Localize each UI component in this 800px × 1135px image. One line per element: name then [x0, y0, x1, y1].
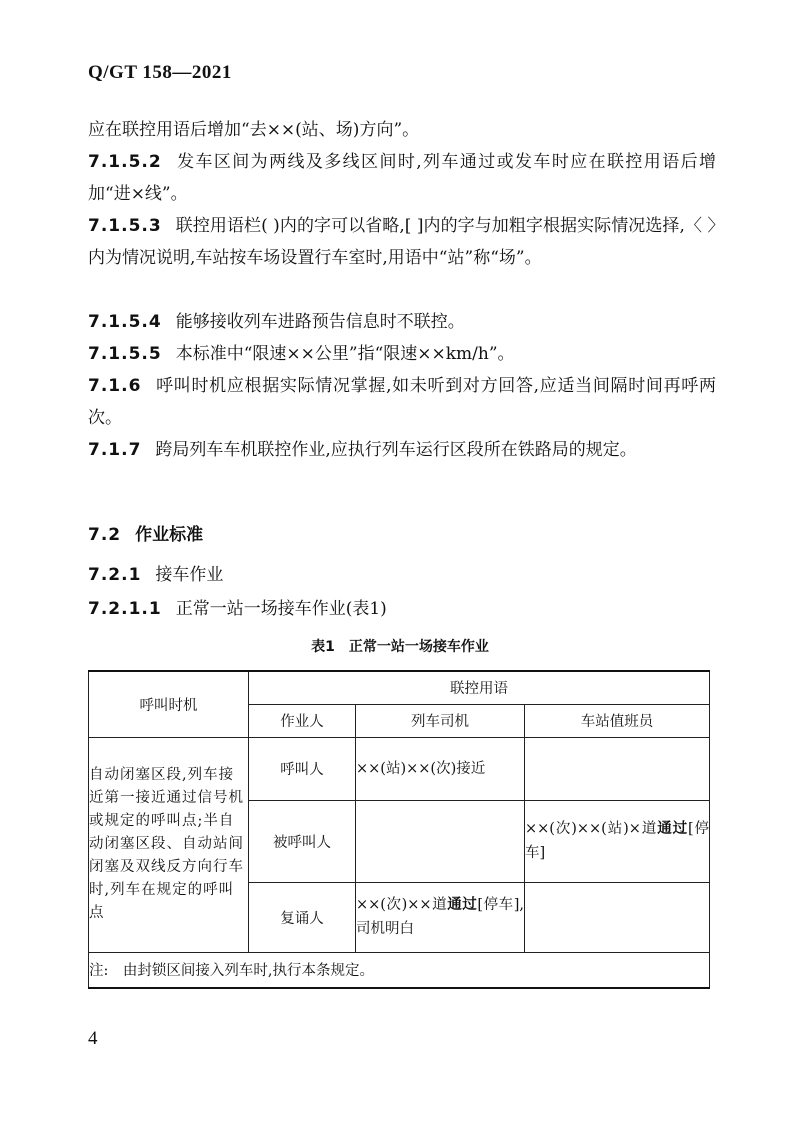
clause-7-1-5-4 [88, 306, 716, 338]
phrase-part: ××(次)××(站)×道 [525, 821, 658, 837]
clause-number: 7.1.5.5 [88, 344, 162, 364]
clause-7-1-5-2 [88, 146, 716, 210]
section-title: 正常一站一场接车作业(表1) [175, 599, 387, 619]
phrase-part: ××(次)××道 [356, 897, 448, 913]
section-number: 7.2.1.1 [88, 599, 162, 619]
phrase-bold: 通过 [447, 897, 478, 913]
clause-7-1-7 [88, 434, 716, 466]
header-timing: 呼叫时机 [89, 671, 249, 737]
paragraph-text: 应在联控用语后增加“去××(站、场)方向”。 [88, 120, 420, 140]
section-number: 7.2.1 [88, 565, 142, 585]
clause-text: 本标准中“限速××公里”指“限速××km/h”。 [175, 344, 515, 364]
clause-7-1-5-3 [88, 210, 716, 274]
driver-phrase-caller: ××(站)××(次)接近 [356, 737, 525, 800]
section-title: 接车作业 [155, 565, 224, 585]
clause-number: 7.1.5.3 [88, 216, 162, 236]
clause-number: 7.1.5.4 [88, 312, 162, 332]
clause-text: 跨局列车车机联控作业,应执行列车运行区段所在铁路局的规定。 [155, 440, 637, 460]
section-title: 作业标准 [135, 525, 204, 545]
clause-text: 呼叫时机应根据实际情况掌握,如未听到对方回答,应适当间隔时间再呼两次。 [88, 376, 716, 428]
document-code-header: Q/GT 158—2021 [88, 62, 232, 83]
station-phrase-caller [525, 737, 710, 800]
header-phrases: 联控用语 [249, 671, 710, 704]
section-7-2-1 [88, 560, 223, 585]
page-number: 4 [88, 1028, 98, 1049]
actor-repeater: 复诵人 [249, 882, 356, 952]
clause-text: 联控用语栏( )内的字可以省略,[ ]内的字与加粗字根据实际情况选择,〈 〉内为情况说明,车站按车场设置行车室时,用语中“站”称“场”。 [88, 216, 716, 268]
section-number: 7.2 [88, 525, 122, 545]
clause-text: 能够接收列车进路预告信息时不联控。 [175, 312, 465, 332]
driver-phrase-repeater [356, 882, 525, 952]
timing-description: 自动闭塞区段,列车接近第一接近通过信号机或规定的呼叫点;半自动闭塞区段、自动站间闭塞及双线反方向行车时,列车在规定的呼叫点 [89, 737, 249, 952]
clause-7-1-5-5 [88, 338, 716, 370]
phrase-part: [停车],司机明白 [356, 897, 524, 937]
phrase-part: [停车] [525, 821, 710, 861]
header-driver: 列车司机 [356, 704, 525, 737]
clause-number: 7.1.5.2 [88, 152, 162, 172]
section-7-2 [88, 520, 203, 545]
clause-number: 7.1.6 [88, 376, 142, 396]
phrase-bold: 通过 [657, 821, 688, 837]
paragraph-continuation [88, 114, 716, 146]
clause-7-1-6 [88, 370, 716, 434]
actor-callee: 被呼叫人 [249, 800, 356, 882]
header-station-duty: 车站值班员 [525, 704, 710, 737]
station-phrase-repeater [525, 882, 710, 952]
table-title: 表1 正常一站一场接车作业 [311, 639, 489, 655]
clause-text: 发车区间为两线及多线区间时,列车通过或发车时应在联控用语后增加“进×线”。 [88, 152, 716, 204]
clause-number: 7.1.7 [88, 440, 142, 460]
header-actor: 作业人 [249, 704, 356, 737]
reception-table [88, 670, 710, 989]
table-note: 注: 由封锁区间接入列车时,执行本条规定。 [89, 952, 710, 988]
station-phrase-callee [525, 800, 710, 882]
driver-phrase-callee [356, 800, 525, 882]
actor-caller: 呼叫人 [249, 737, 356, 800]
section-7-2-1-1 [88, 594, 387, 619]
